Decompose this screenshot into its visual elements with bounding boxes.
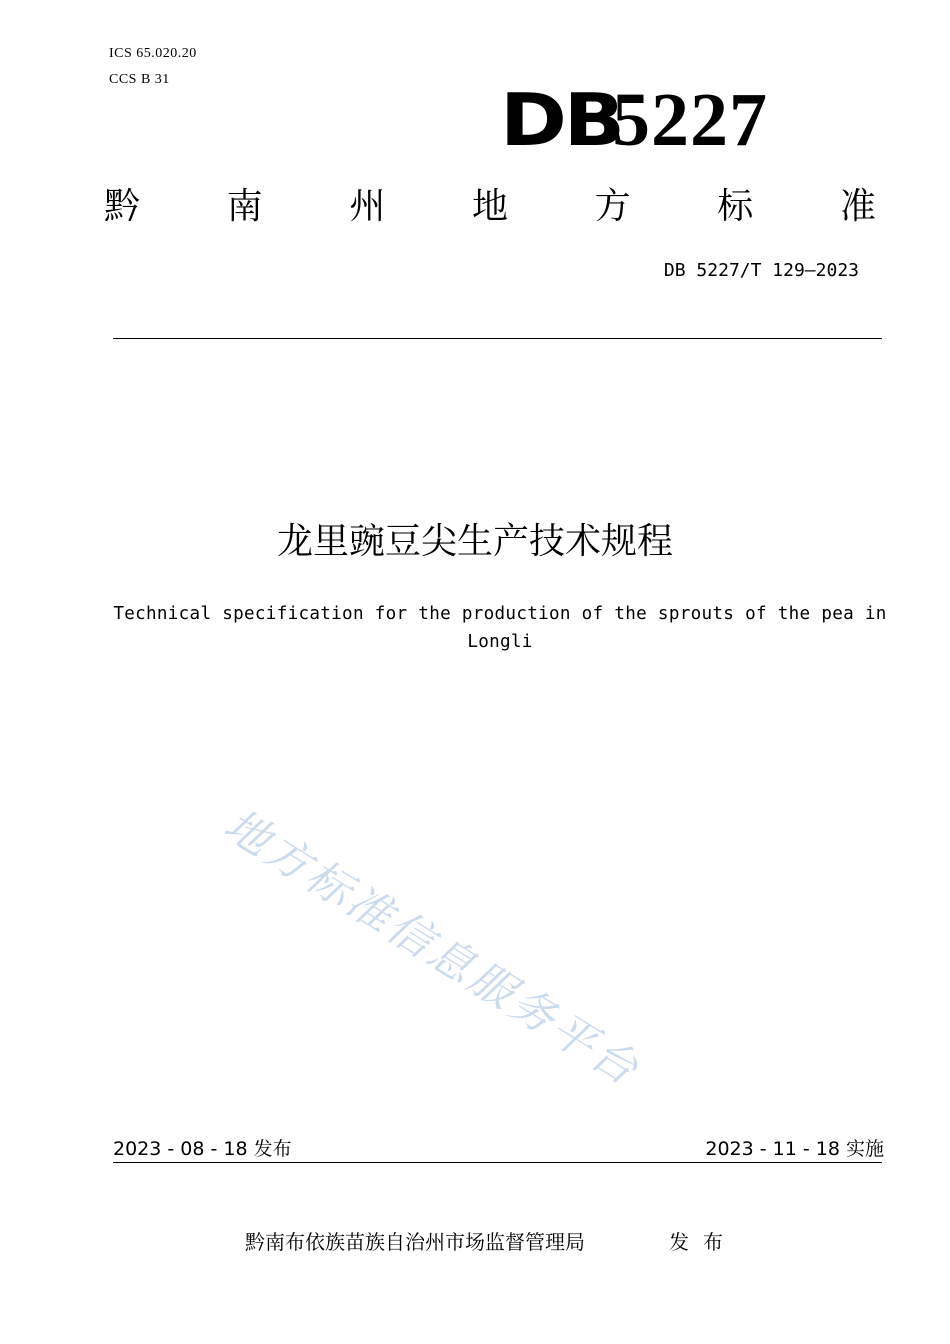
header-divider [113,338,882,339]
publisher-name: 黔南布依族苗族自治州市场监督管理局 [245,1230,585,1254]
ccs-code: CCS B 31 [109,72,170,87]
standard-type-char: 州 [349,186,386,227]
publish-label: 发布 [669,1230,737,1254]
document-title-chinese: 龙里豌豆尖生产技术规程 [276,521,673,562]
document-title-english: Technical specification for the production of the sprouts of the pea in Longli [113,604,887,652]
standard-type-char: 方 [594,186,631,227]
implementation-date: 2023 - 11 - 18 实施 [705,1138,884,1160]
ics-code: ICS 65.020.20 [109,46,197,61]
standard-type-char: 黔 [104,186,141,227]
standard-type-heading [104,184,876,230]
standard-type-char: 南 [226,186,263,227]
standard-type-char: 准 [839,186,876,227]
standard-type-char: 地 [471,186,508,227]
issue-date: 2023 - 08 - 18 发布 [113,1138,292,1160]
standard-number: DB 5227/T 129—2023 [663,260,859,281]
db-logo-prefix: DB [500,78,622,162]
db-logo-number: 5227 [612,78,768,162]
standard-type-char: 标 [717,186,754,227]
watermark: 地方标准信息服务平台 [215,799,650,1097]
footer-divider [113,1162,882,1163]
